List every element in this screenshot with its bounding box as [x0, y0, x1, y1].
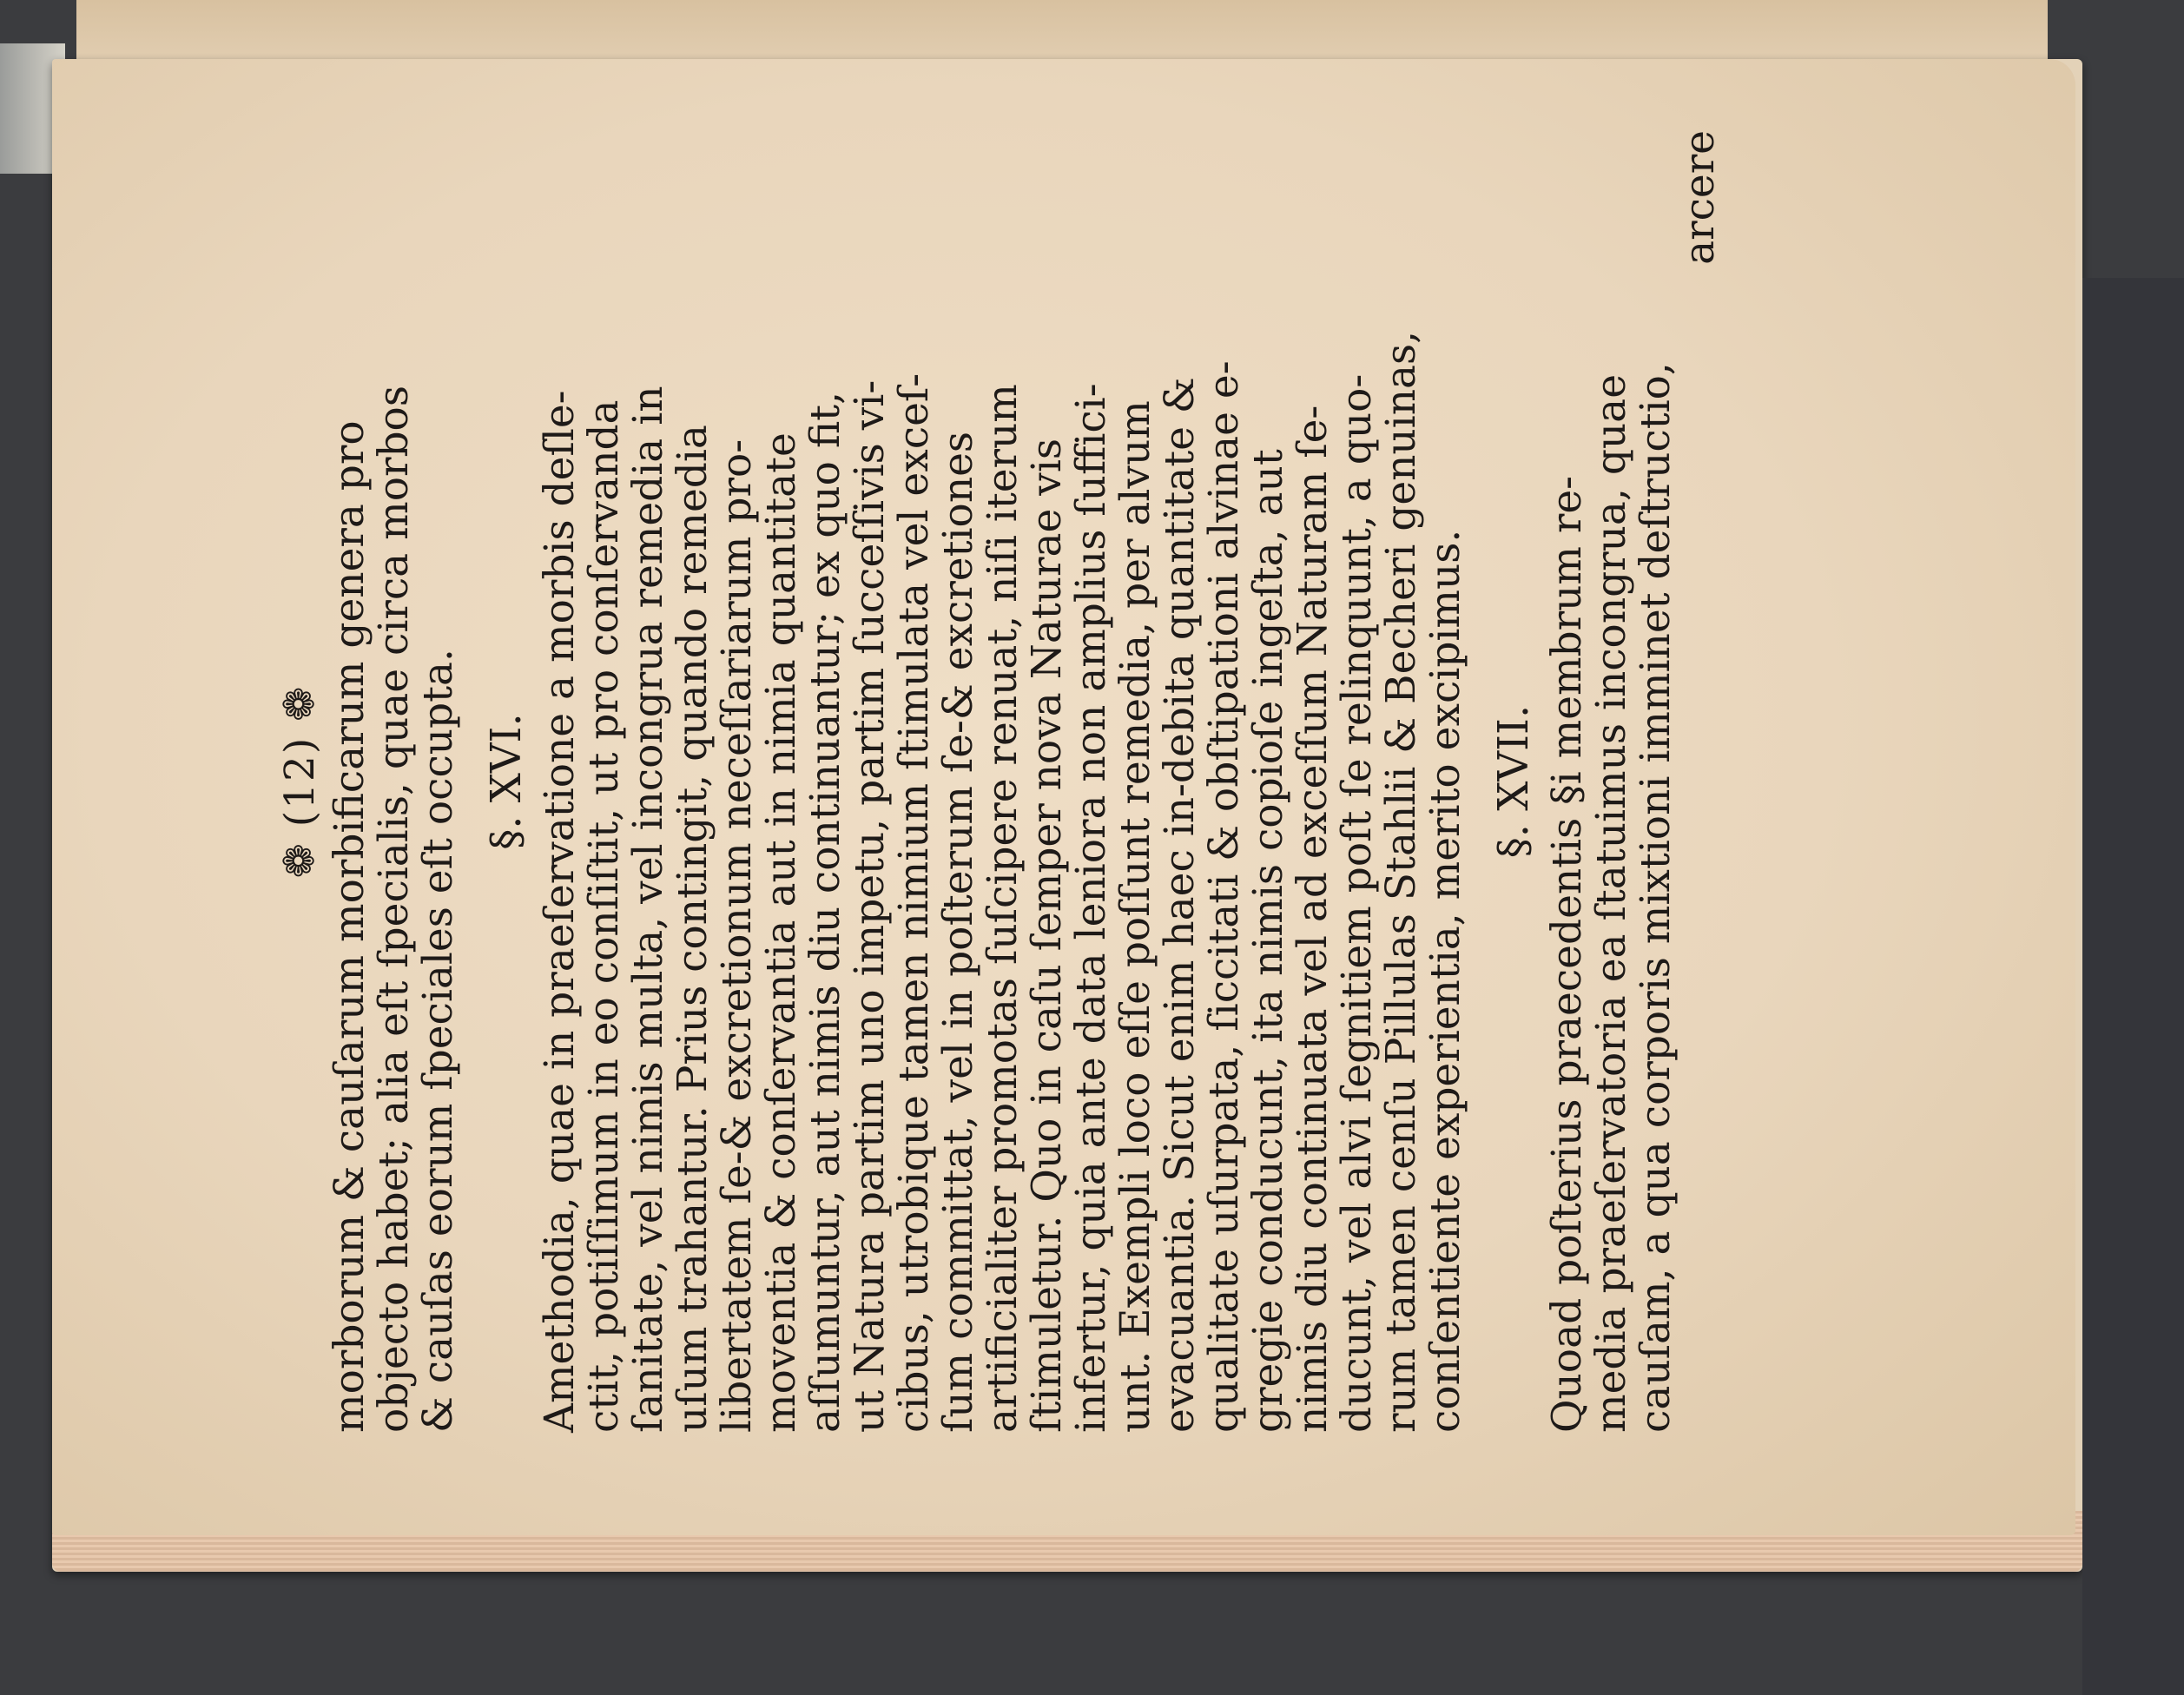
text-line: moventia & conſervantia aut in nimia quantitate — [757, 432, 805, 1433]
text-line: media praeſervatoria ea ſtatuimus incongrua, quae — [1587, 373, 1635, 1433]
ornament-left: ❁ — [275, 841, 324, 879]
text-line: nimis diu continuata vel ad exceſſum Naturam ſe- — [1289, 405, 1336, 1433]
text-line: morborum & cauſarum morbificarum genera pro — [326, 420, 373, 1433]
page-number: (12) — [276, 735, 324, 828]
text-line: evacuantia. Sicut enim haec in-debita quantitate & — [1156, 377, 1204, 1433]
text-line: uſum trahantur. Prius contingit, quando remedia — [669, 425, 716, 1433]
text-line: ducunt, vel alvi ſegnitiem poſt ſe relinquunt, a quo- — [1333, 373, 1381, 1433]
text-line: & cauſas eorum ſpeciales eſt occupta. — [414, 649, 462, 1433]
intro-paragraph — [327, 130, 460, 1433]
ornament-right: ❁ — [275, 684, 324, 722]
backdrop-right — [2082, 278, 2184, 1695]
text-line: cibus, utrobique tamen nimium ſtimulata vel exceſ- — [890, 373, 938, 1433]
text-line: ut Natura partim uno impetu, partim ſucceſſivis vi- — [846, 379, 894, 1433]
text-line: aſſumuntur, aut nimis diu continuantur; ex quo fit, — [802, 391, 849, 1433]
text-line: Amethodia, quae in praeſervatione a morbis deſle- — [536, 390, 584, 1433]
text-line: rum tamen cenſu Pillulas Stahlii & Becheri genuinas, — [1377, 330, 1425, 1433]
section-xvii-paragraph — [1545, 130, 1722, 1433]
text-line: cauſam, a qua corporis mixtioni imminet deſtructio, — [1632, 362, 1679, 1433]
text-line: conſentiente experientia, merito excipimus. — [1422, 529, 1469, 1433]
text-line: ſtimuletur. Quo in caſu ſemper nova Naturae vis — [1023, 439, 1071, 1433]
text-line: artificialiter promotas ſuſcipere renuat, niſi iterum — [979, 384, 1026, 1433]
text-line: libertatem ſe-& excretionum neceſſariarum pro- — [713, 439, 761, 1433]
text-line: ſum committat, vel in poſterum ſe-& excretiones — [934, 431, 982, 1433]
text-line: qualitate uſurpata, ſiccitati & obſtipationi alvinae e- — [1200, 360, 1248, 1433]
running-header — [275, 130, 324, 1433]
section-heading-xvi: §. XVI. — [482, 713, 531, 850]
section-heading-xvii: §. XVII. — [1489, 704, 1538, 859]
text-line: Quoad poſterius praecedentis §i membrum re- — [1543, 475, 1591, 1433]
text-line: ctit, potiſſimum in eo conſiſtit, ut pro conſervanda — [580, 399, 628, 1433]
text-line: gregie conducunt, ita nimis copioſe ingeſta, aut — [1244, 449, 1292, 1433]
section-xvi-paragraph — [538, 130, 1468, 1433]
page-text-body — [261, 130, 1722, 1433]
text-line: objecto habet; alia eſt ſpecialis, quae circa morbos — [370, 386, 418, 1433]
catchword: arcere — [1676, 130, 1724, 265]
text-line: unt. Exempli loco eſſe poſſunt remedia, per alvum — [1112, 400, 1159, 1433]
text-line: infertur, quia ante data leniora non amplius ſuffici- — [1067, 383, 1115, 1433]
page-text-rotated — [261, 130, 1867, 1433]
text-line: ſanitate, vel nimis multa, vel incongrua remedia in — [624, 386, 672, 1433]
